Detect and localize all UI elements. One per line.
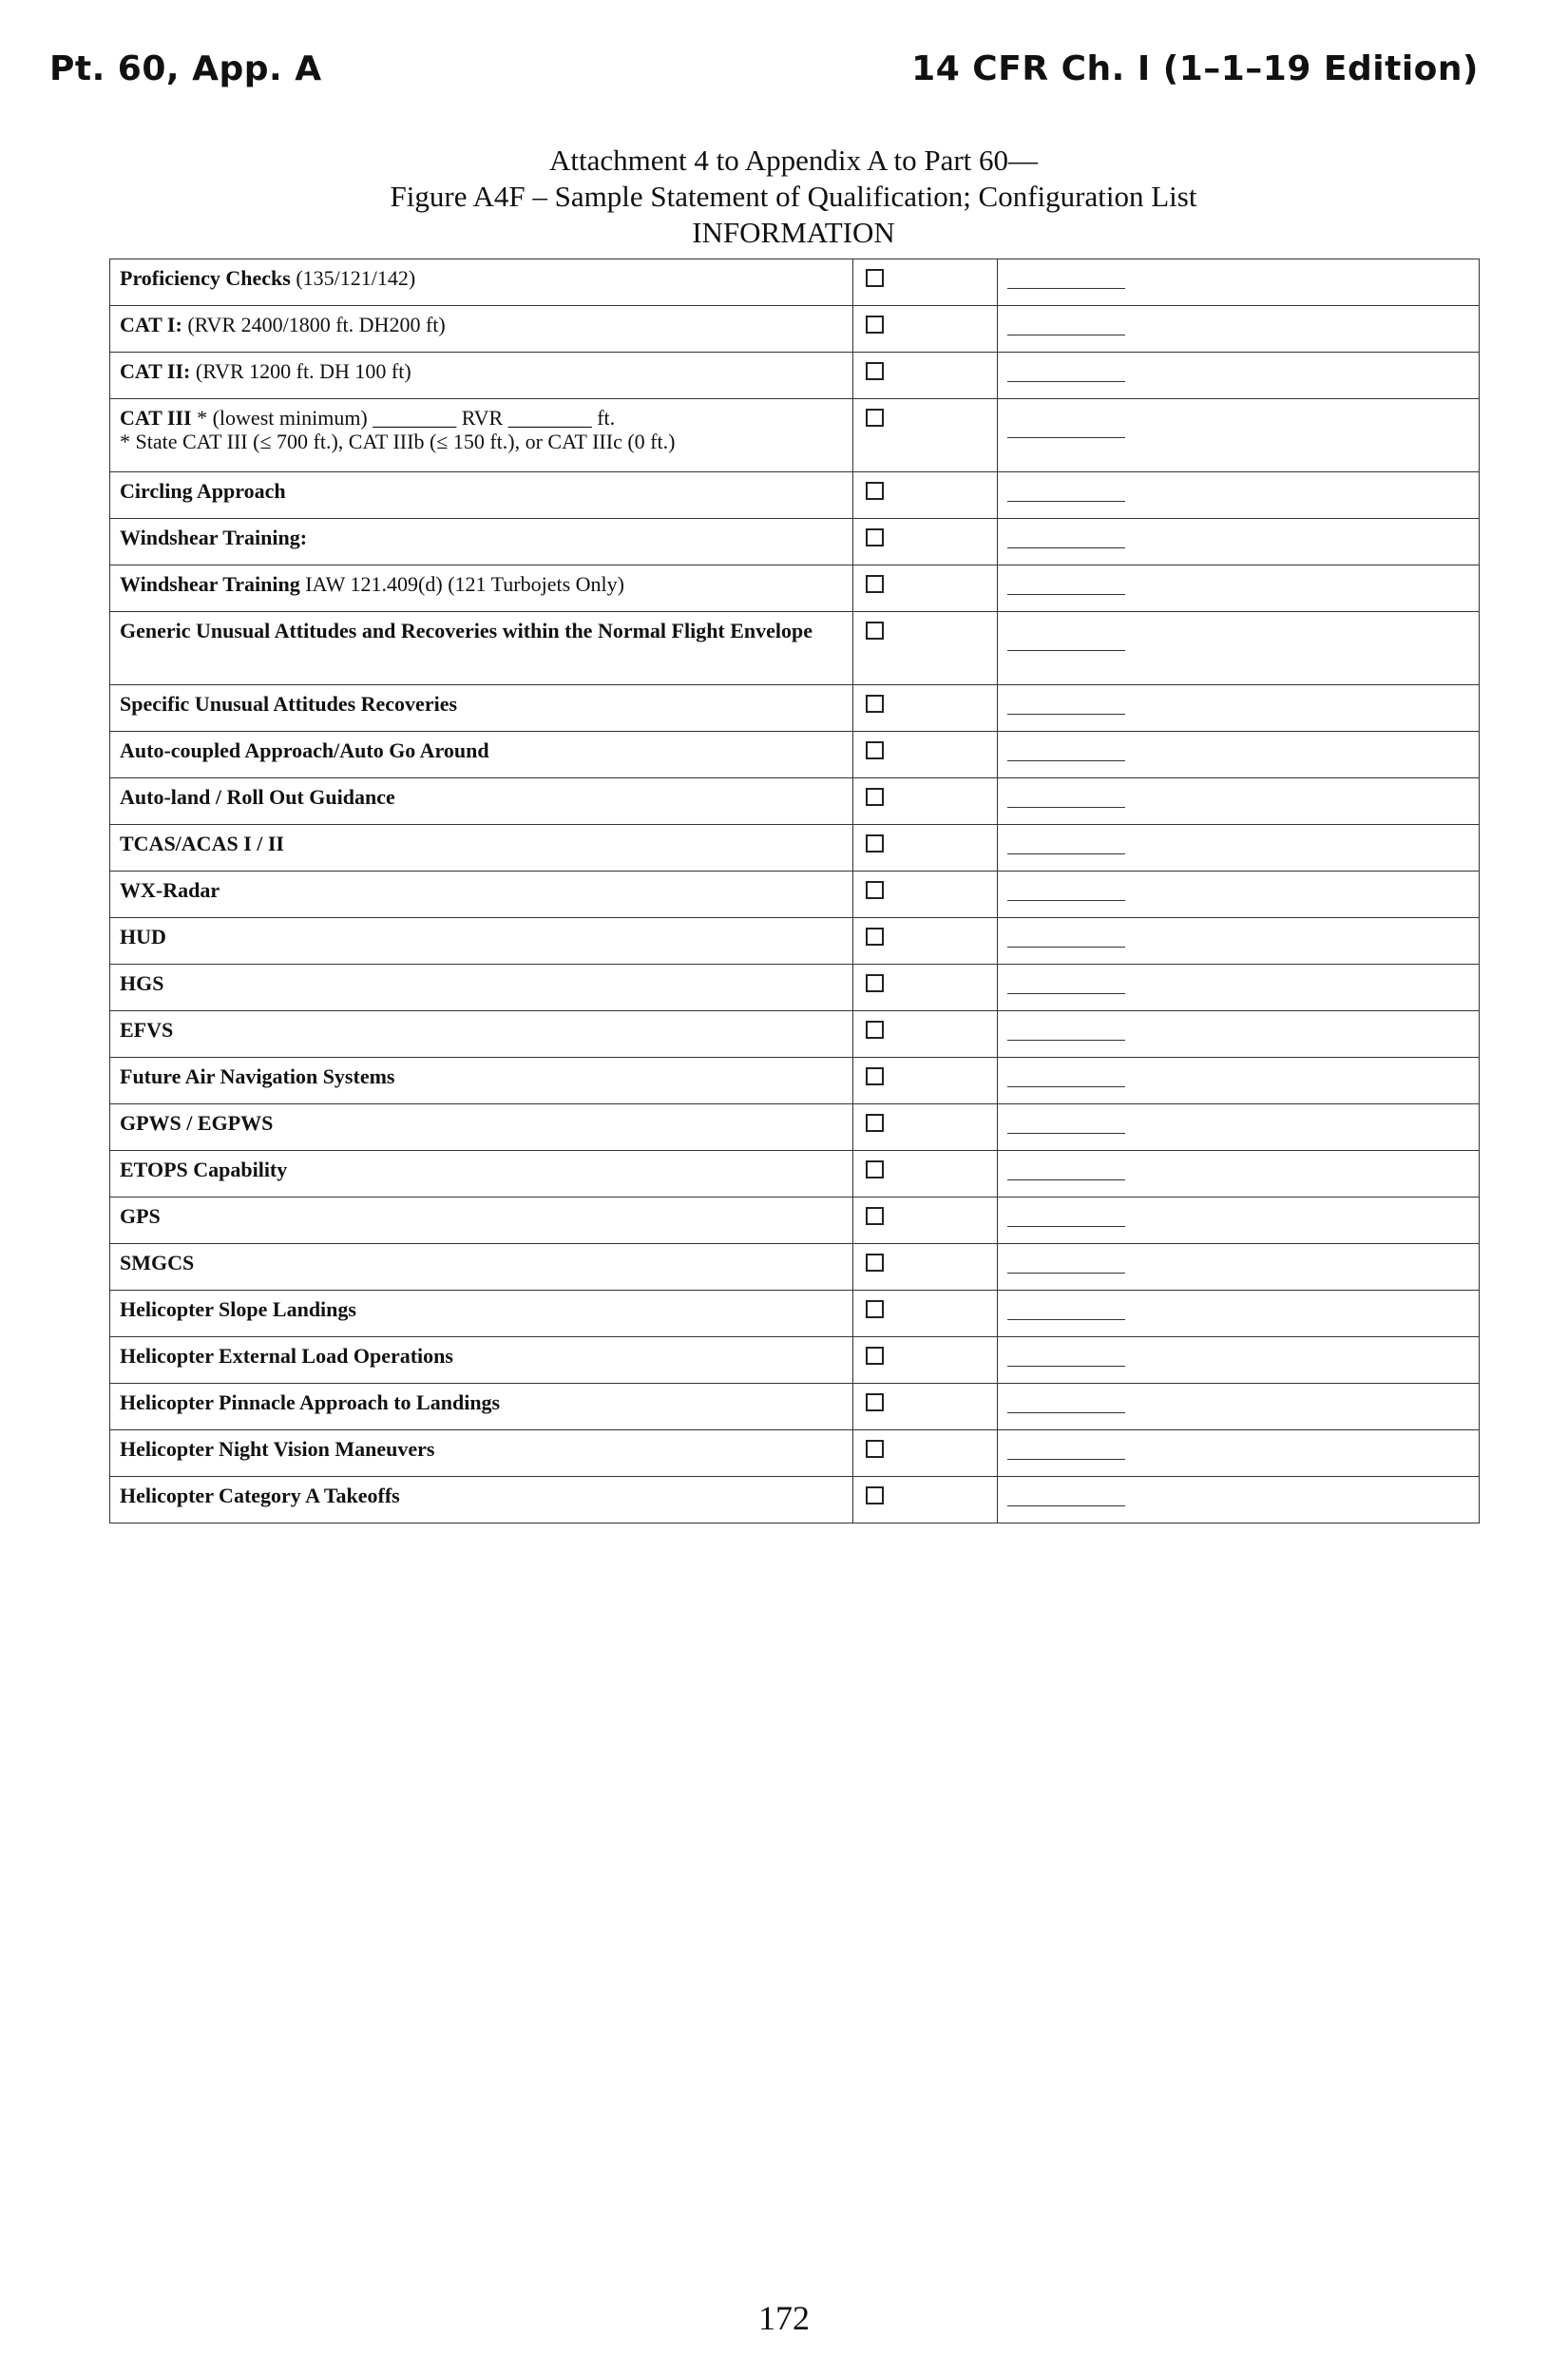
fill-in-blank[interactable]	[1007, 650, 1125, 651]
row-description	[110, 565, 852, 600]
row-label-bold: CAT III	[120, 406, 192, 430]
row-description	[110, 472, 852, 507]
fill-in-blank[interactable]	[1007, 1133, 1125, 1134]
fill-in-blank[interactable]	[1007, 993, 1125, 994]
row-checkbox-cell	[853, 872, 998, 918]
table-row	[110, 965, 1480, 1011]
row-description	[110, 1244, 852, 1278]
table-row	[110, 1151, 1480, 1198]
fill-in-blank[interactable]	[1007, 1226, 1125, 1227]
checkbox[interactable]	[866, 316, 884, 334]
row-description-cell	[110, 1430, 853, 1477]
checkbox[interactable]	[866, 1207, 884, 1225]
checkbox[interactable]	[866, 1347, 884, 1365]
row-label-bold: HUD	[120, 925, 166, 948]
checkbox[interactable]	[866, 974, 884, 992]
row-checkbox-cell	[853, 1198, 998, 1244]
row-checkbox-cell	[853, 1244, 998, 1291]
fill-in-blank[interactable]	[1007, 1179, 1125, 1180]
row-description-cell	[110, 1244, 853, 1291]
row-label-bold: CAT I:	[120, 313, 182, 336]
row-entry-cell	[998, 399, 1480, 472]
checkbox[interactable]	[866, 1440, 884, 1458]
checkbox[interactable]	[866, 1300, 884, 1318]
row-label-bold: Circling Approach	[120, 479, 286, 503]
fill-in-blank[interactable]	[1007, 760, 1125, 761]
table-row	[110, 825, 1480, 872]
row-description	[110, 965, 852, 999]
fill-in-blank[interactable]	[1007, 594, 1125, 595]
row-entry-cell	[998, 1291, 1480, 1337]
table-row	[110, 259, 1480, 306]
table-row	[110, 472, 1480, 519]
fill-in-blank[interactable]	[1007, 381, 1125, 382]
checkbox[interactable]	[866, 622, 884, 640]
row-label-bold: Helicopter External Load Operations	[120, 1344, 453, 1368]
fill-in-blank[interactable]	[1007, 714, 1125, 715]
row-label-bold: SMGCS	[120, 1251, 195, 1274]
row-checkbox-cell	[853, 1477, 998, 1523]
row-checkbox-cell	[853, 1291, 998, 1337]
table-row	[110, 1291, 1480, 1337]
row-label-bold: Future Air Navigation Systems	[120, 1064, 395, 1088]
row-description	[110, 1011, 852, 1045]
row-checkbox-cell	[853, 519, 998, 565]
row-checkbox-cell	[853, 565, 998, 612]
checkbox[interactable]	[866, 528, 884, 546]
row-description	[110, 1058, 852, 1092]
row-label-bold: GPS	[120, 1204, 161, 1228]
checkbox[interactable]	[866, 741, 884, 759]
fill-in-blank[interactable]	[1007, 900, 1125, 901]
fill-in-blank[interactable]	[1007, 547, 1125, 548]
row-label-bold: HGS	[120, 971, 164, 995]
table-row	[110, 685, 1480, 732]
row-description	[110, 825, 852, 859]
row-label-bold: CAT II:	[120, 359, 191, 383]
row-label-bold: Helicopter Slope Landings	[120, 1297, 356, 1321]
table-row	[110, 306, 1480, 353]
row-label-bold: GPWS / EGPWS	[120, 1111, 274, 1135]
row-description-cell	[110, 1198, 853, 1244]
row-entry-cell	[998, 306, 1480, 353]
row-label-bold: Auto-land / Roll Out Guidance	[120, 785, 395, 809]
row-label-bold: Helicopter Night Vision Maneuvers	[120, 1437, 435, 1461]
table-row	[110, 732, 1480, 778]
row-entry-cell	[998, 1337, 1480, 1384]
table-row	[110, 353, 1480, 399]
row-label-detail: * (lowest minimum) ________ RVR ________ ft.	[191, 406, 616, 430]
row-description-cell	[110, 472, 853, 519]
row-description	[110, 872, 852, 906]
checkbox[interactable]	[866, 1021, 884, 1039]
row-label-bold: WX-Radar	[120, 878, 220, 902]
row-description-cell	[110, 1337, 853, 1384]
checkbox[interactable]	[866, 1160, 884, 1178]
page-number: 172	[758, 2299, 810, 2337]
fill-in-blank[interactable]	[1007, 1273, 1125, 1274]
row-description-cell	[110, 353, 853, 399]
checkbox[interactable]	[866, 1254, 884, 1272]
row-description	[110, 732, 852, 766]
fill-in-blank[interactable]	[1007, 501, 1125, 502]
fill-in-blank[interactable]	[1007, 288, 1125, 289]
row-label-bold: ETOPS Capability	[120, 1158, 288, 1181]
row-description	[110, 399, 852, 457]
section-title: INFORMATION	[692, 216, 895, 249]
row-description-cell	[110, 1291, 853, 1337]
table-row	[110, 565, 1480, 612]
table-row	[110, 1058, 1480, 1104]
row-checkbox-cell	[853, 918, 998, 965]
row-description-cell	[110, 732, 853, 778]
row-description	[110, 353, 852, 387]
fill-in-blank[interactable]	[1007, 947, 1125, 948]
checkbox[interactable]	[866, 834, 884, 853]
table-row	[110, 612, 1480, 685]
row-entry-cell	[998, 565, 1480, 612]
checkbox[interactable]	[866, 1393, 884, 1411]
figure-title: Figure A4F – Sample Statement of Qualification; Configuration List	[390, 180, 1197, 213]
row-entry-cell	[998, 825, 1480, 872]
row-description-cell	[110, 685, 853, 732]
row-label-bold: Windshear Training	[120, 572, 300, 596]
row-description-cell	[110, 872, 853, 918]
row-checkbox-cell	[853, 1151, 998, 1198]
row-description	[110, 1104, 852, 1139]
row-entry-cell	[998, 353, 1480, 399]
running-header-right: 14 CFR Ch. I (1–1–19 Edition)	[911, 49, 1479, 88]
fill-in-blank[interactable]	[1007, 1412, 1125, 1413]
row-description	[110, 1430, 852, 1465]
row-description-cell	[110, 918, 853, 965]
row-checkbox-cell	[853, 685, 998, 732]
row-checkbox-cell	[853, 778, 998, 825]
row-description	[110, 778, 852, 813]
table-row	[110, 872, 1480, 918]
row-checkbox-cell	[853, 965, 998, 1011]
fill-in-blank[interactable]	[1007, 853, 1125, 854]
row-description-cell	[110, 1058, 853, 1104]
row-entry-cell	[998, 918, 1480, 965]
checkbox[interactable]	[866, 788, 884, 806]
row-description-cell	[110, 778, 853, 825]
row-description	[110, 1198, 852, 1232]
row-checkbox-cell	[853, 472, 998, 519]
row-entry-cell	[998, 259, 1480, 306]
checkbox[interactable]	[866, 575, 884, 593]
configuration-rows	[110, 259, 1480, 1523]
row-label-bold: Proficiency Checks	[120, 266, 291, 290]
row-entry-cell	[998, 1151, 1480, 1198]
row-entry-cell	[998, 1430, 1480, 1477]
row-description	[110, 1337, 852, 1371]
row-entry-cell	[998, 778, 1480, 825]
row-entry-cell	[998, 1011, 1480, 1058]
row-entry-cell	[998, 1244, 1480, 1291]
row-description-cell	[110, 612, 853, 685]
row-label-bold: Specific Unusual Attitudes Recoveries	[120, 692, 458, 716]
row-description-cell	[110, 519, 853, 565]
row-label-detail: (135/121/142)	[290, 266, 416, 290]
row-description	[110, 685, 852, 719]
row-description-cell	[110, 565, 853, 612]
row-description-cell	[110, 1384, 853, 1430]
row-entry-cell	[998, 685, 1480, 732]
checkbox[interactable]	[866, 482, 884, 500]
row-entry-cell	[998, 519, 1480, 565]
row-description	[110, 1477, 852, 1511]
row-label-bold: Generic Unusual Attitudes and Recoveries within the Normal Flight Envelope	[120, 619, 813, 642]
checkbox[interactable]	[866, 362, 884, 380]
row-entry-cell	[998, 732, 1480, 778]
row-description	[110, 1151, 852, 1185]
row-checkbox-cell	[853, 1384, 998, 1430]
row-description-cell	[110, 1151, 853, 1198]
row-label-bold: Helicopter Category A Takeoffs	[120, 1484, 400, 1507]
row-description	[110, 918, 852, 952]
row-checkbox-cell	[853, 1104, 998, 1151]
fill-in-blank[interactable]	[1007, 1086, 1125, 1087]
row-checkbox-cell	[853, 1011, 998, 1058]
table-row	[110, 1104, 1480, 1151]
checkbox[interactable]	[866, 269, 884, 287]
checkbox[interactable]	[866, 928, 884, 946]
row-checkbox-cell	[853, 1430, 998, 1477]
row-description-cell	[110, 965, 853, 1011]
fill-in-blank[interactable]	[1007, 1040, 1125, 1041]
table-row	[110, 1198, 1480, 1244]
fill-in-blank[interactable]	[1007, 1366, 1125, 1367]
row-label-bold: Windshear Training:	[120, 526, 308, 549]
row-description	[110, 519, 852, 553]
row-checkbox-cell	[853, 612, 998, 685]
row-entry-cell	[998, 965, 1480, 1011]
table-row	[110, 918, 1480, 965]
row-checkbox-cell	[853, 353, 998, 399]
row-label-bold: Auto-coupled Approach/Auto Go Around	[120, 738, 489, 762]
row-description-cell	[110, 1104, 853, 1151]
row-description-cell	[110, 259, 853, 306]
checkbox[interactable]	[866, 881, 884, 899]
row-label-bold: TCAS/ACAS I / II	[120, 832, 284, 855]
checkbox[interactable]	[866, 1067, 884, 1085]
table-row	[110, 1337, 1480, 1384]
row-description-cell	[110, 1011, 853, 1058]
row-checkbox-cell	[853, 399, 998, 472]
row-label-detail: (RVR 1200 ft. DH 100 ft)	[190, 359, 411, 383]
row-checkbox-cell	[853, 259, 998, 306]
running-header-left: Pt. 60, App. A	[49, 49, 322, 88]
fill-in-blank[interactable]	[1007, 807, 1125, 808]
fill-in-blank[interactable]	[1007, 1459, 1125, 1460]
table-row	[110, 1011, 1480, 1058]
checkbox[interactable]	[866, 1486, 884, 1504]
row-label-detail: (RVR 2400/1800 ft. DH200 ft)	[182, 313, 446, 336]
row-entry-cell	[998, 872, 1480, 918]
row-checkbox-cell	[853, 306, 998, 353]
row-entry-cell	[998, 1384, 1480, 1430]
row-label-bold: EFVS	[120, 1018, 174, 1042]
row-description	[110, 1291, 852, 1325]
row-checkbox-cell	[853, 825, 998, 872]
row-description	[110, 306, 852, 340]
row-entry-cell	[998, 612, 1480, 685]
row-label-note: * State CAT III (≤ 700 ft.), CAT IIIb (≤ 150 ft.), or CAT IIIc (0 ft.)	[120, 430, 676, 453]
row-entry-cell	[998, 1104, 1480, 1151]
attachment-title: Attachment 4 to Appendix A to Part 60—	[548, 144, 1039, 177]
table-row	[110, 519, 1480, 565]
fill-in-blank[interactable]	[1007, 1319, 1125, 1320]
row-checkbox-cell	[853, 732, 998, 778]
checkbox[interactable]	[866, 695, 884, 713]
row-description-cell	[110, 399, 853, 472]
row-description	[110, 1384, 852, 1418]
table-row	[110, 1384, 1480, 1430]
table-row	[110, 1430, 1480, 1477]
table-row	[110, 399, 1480, 472]
fill-in-blank[interactable]	[1007, 437, 1125, 438]
checkbox[interactable]	[866, 409, 884, 427]
row-entry-cell	[998, 1198, 1480, 1244]
row-entry-cell	[998, 472, 1480, 519]
row-description-cell	[110, 1477, 853, 1523]
row-description-cell	[110, 306, 853, 353]
row-checkbox-cell	[853, 1337, 998, 1384]
row-checkbox-cell	[853, 1058, 998, 1104]
table-row	[110, 1477, 1480, 1523]
configuration-list-table	[109, 259, 1480, 1523]
row-description	[110, 612, 852, 646]
row-entry-cell	[998, 1058, 1480, 1104]
table-row	[110, 1244, 1480, 1291]
figure-title-block	[109, 143, 1478, 251]
checkbox[interactable]	[866, 1114, 884, 1132]
row-description-cell	[110, 825, 853, 872]
fill-in-blank[interactable]	[1007, 1505, 1125, 1506]
row-label-detail: IAW 121.409(d) (121 Turbojets Only)	[299, 572, 624, 596]
table-row	[110, 778, 1480, 825]
row-label-bold: Helicopter Pinnacle Approach to Landings	[120, 1390, 501, 1414]
row-entry-cell	[998, 1477, 1480, 1523]
row-description	[110, 259, 852, 294]
